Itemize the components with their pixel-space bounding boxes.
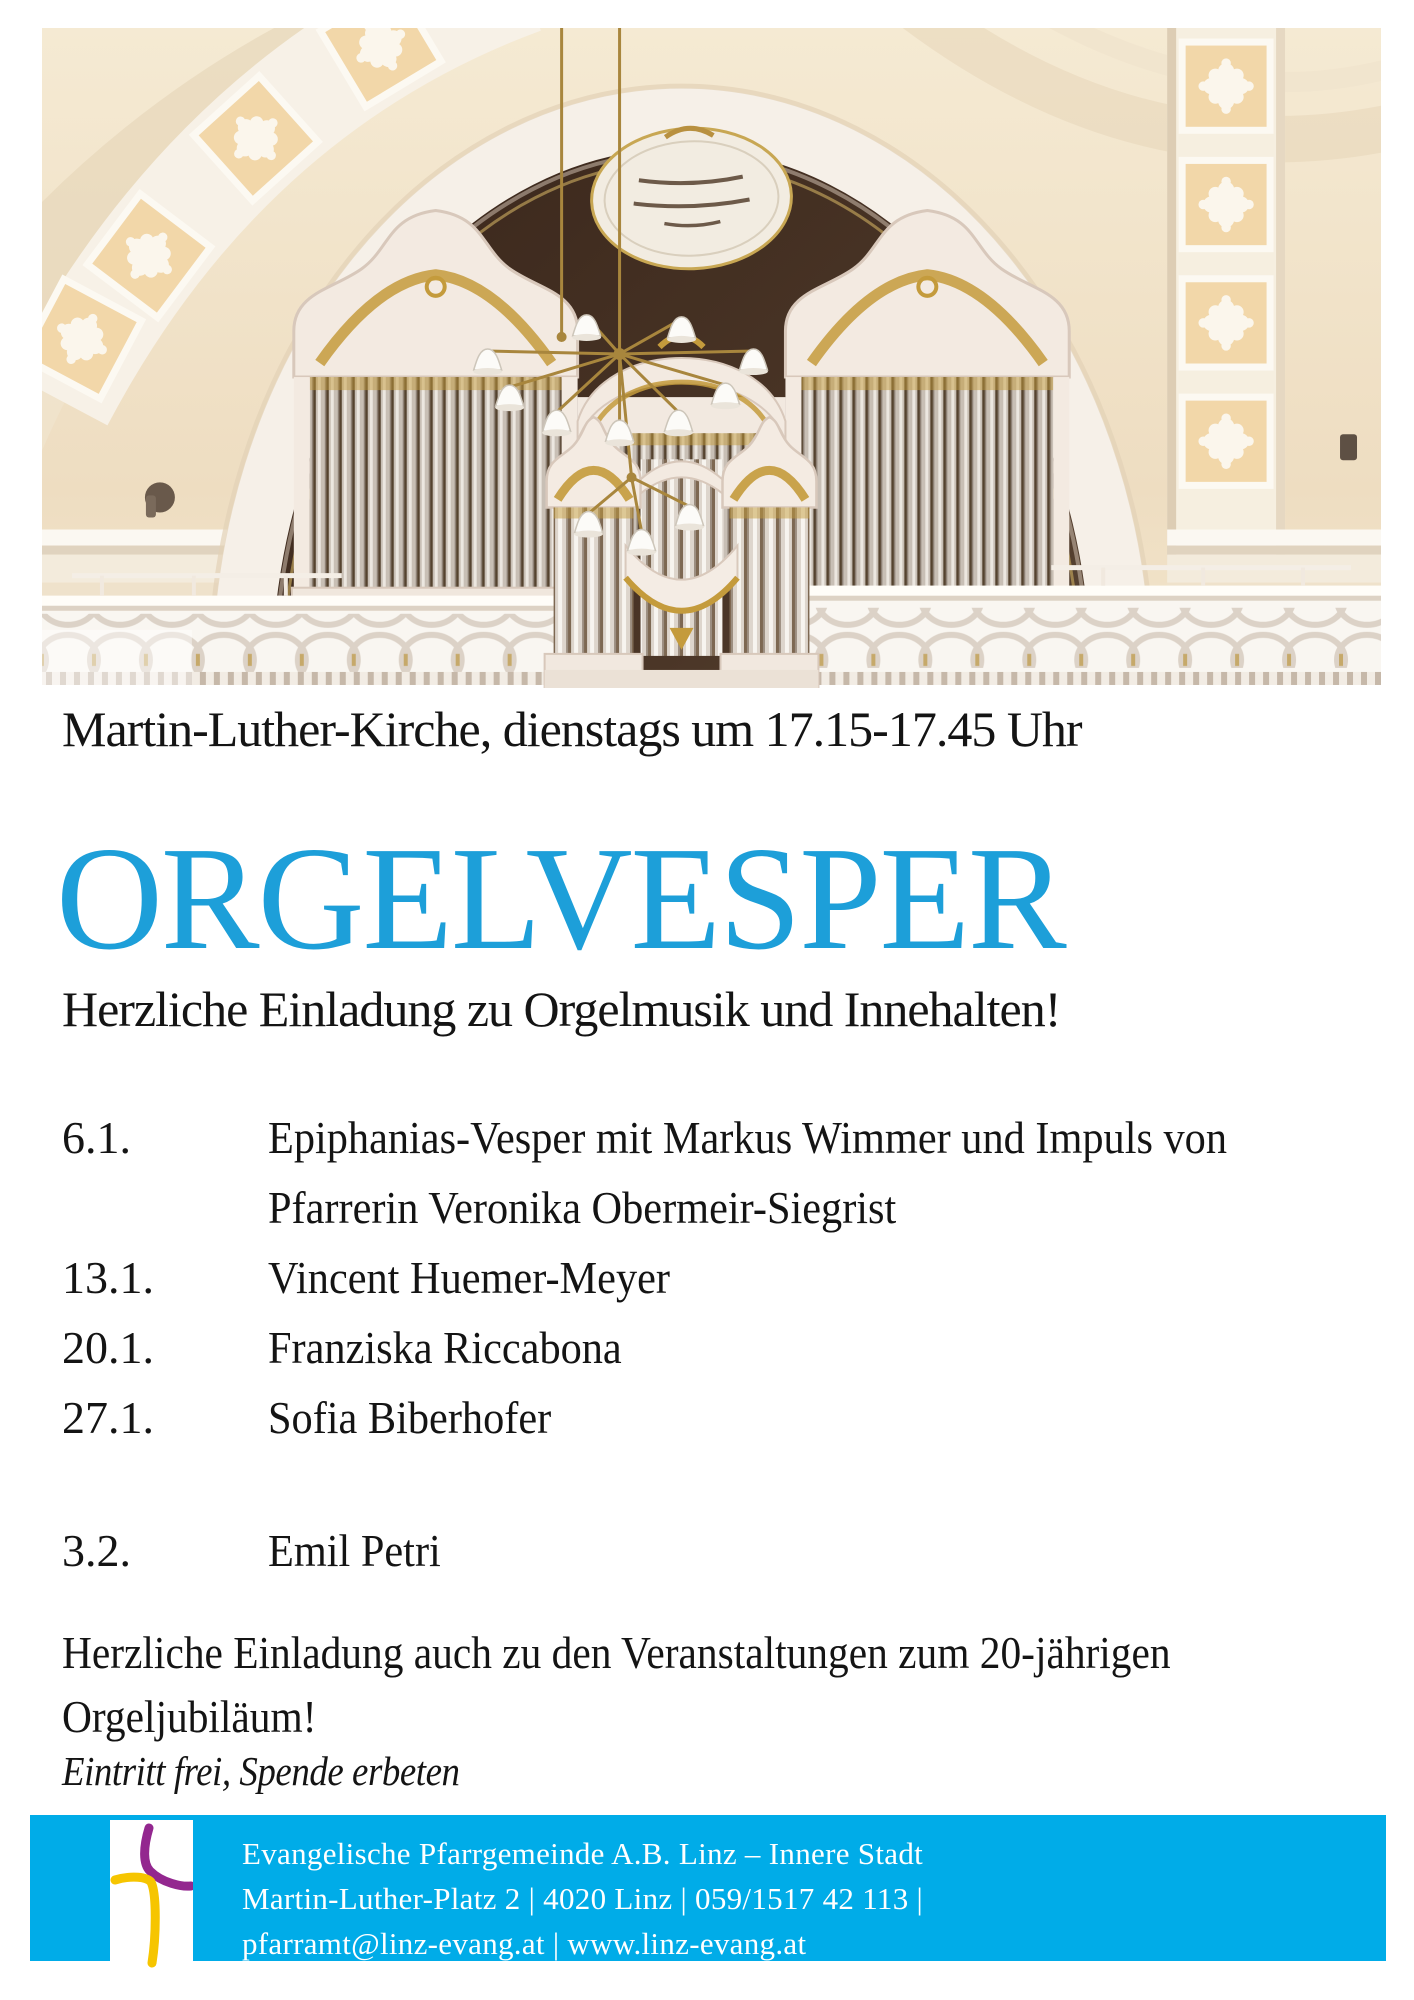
event-date: 13.1.: [62, 1252, 154, 1303]
cross-logo-icon: [110, 1820, 193, 1970]
event-description-line: Pfarrerin Veronika Obermeir-Siegrist: [268, 1182, 897, 1233]
performer-name: [268, 1243, 1382, 1313]
event-description-line: Vincent Huemer-Meyer: [268, 1252, 671, 1303]
organ-photo-graphic: [42, 28, 1381, 688]
performer-name: [268, 1383, 1382, 1453]
schedule-row: [62, 1516, 1382, 1586]
footer-contact-line: pfarramt@linz-evang.at | www.linz-evang.at: [242, 1926, 807, 1961]
footer-contact-block: [242, 1831, 923, 1966]
event-date: 20.1.: [62, 1322, 154, 1373]
performer-name: [268, 1313, 1382, 1383]
footer-org-line: Evangelische Pfarrgemeinde A.B. Linz – Innere Stadt: [242, 1836, 924, 1871]
jubilee-invitation: [62, 1621, 1294, 1749]
vesper-schedule: [62, 1103, 1382, 1586]
schedule-row: [62, 1313, 1382, 1383]
venue-time-heading: Martin-Luther-Kirche, dienstags um 17.15-17.45 Uhr: [62, 701, 1082, 757]
event-description: [268, 1103, 1382, 1243]
invitation-subtitle: Herzliche Einladung zu Orgelmusik und Innehalten!: [62, 981, 1061, 1037]
event-date: 27.1.: [62, 1392, 154, 1443]
performer-name: [268, 1516, 1382, 1586]
jubilee-invitation-line1: Herzliche Einladung auch zu den Veranstaltungen zum 20-jährigen: [62, 1627, 1171, 1678]
page-title: ORGELVESPER: [56, 817, 1065, 981]
event-date: 6.1.: [62, 1112, 131, 1163]
organ-photo: [42, 28, 1381, 688]
admission-note: [62, 1747, 504, 1795]
footer-band: [30, 1815, 1386, 1961]
event-description-line: Sofia Biberhofer: [268, 1392, 552, 1443]
schedule-row: [62, 1243, 1382, 1313]
event-description-line: Epiphanias-Vesper mit Markus Wimmer und Impuls von: [268, 1112, 1227, 1163]
jubilee-invitation-line2: Orgeljubiläum!: [62, 1691, 317, 1742]
admission-note-text: Eintritt frei, Spende erbeten: [62, 1748, 460, 1794]
schedule-row: [62, 1103, 1382, 1243]
schedule-row: [62, 1383, 1382, 1453]
event-description-line: Franziska Riccabona: [268, 1322, 622, 1373]
church-logo: [110, 1820, 193, 1970]
event-date: 3.2.: [62, 1525, 131, 1576]
footer-address-line: Martin-Luther-Platz 2 | 4020 Linz | 059/1517 42 113 |: [242, 1881, 924, 1916]
event-description-line: Emil Petri: [268, 1525, 441, 1576]
